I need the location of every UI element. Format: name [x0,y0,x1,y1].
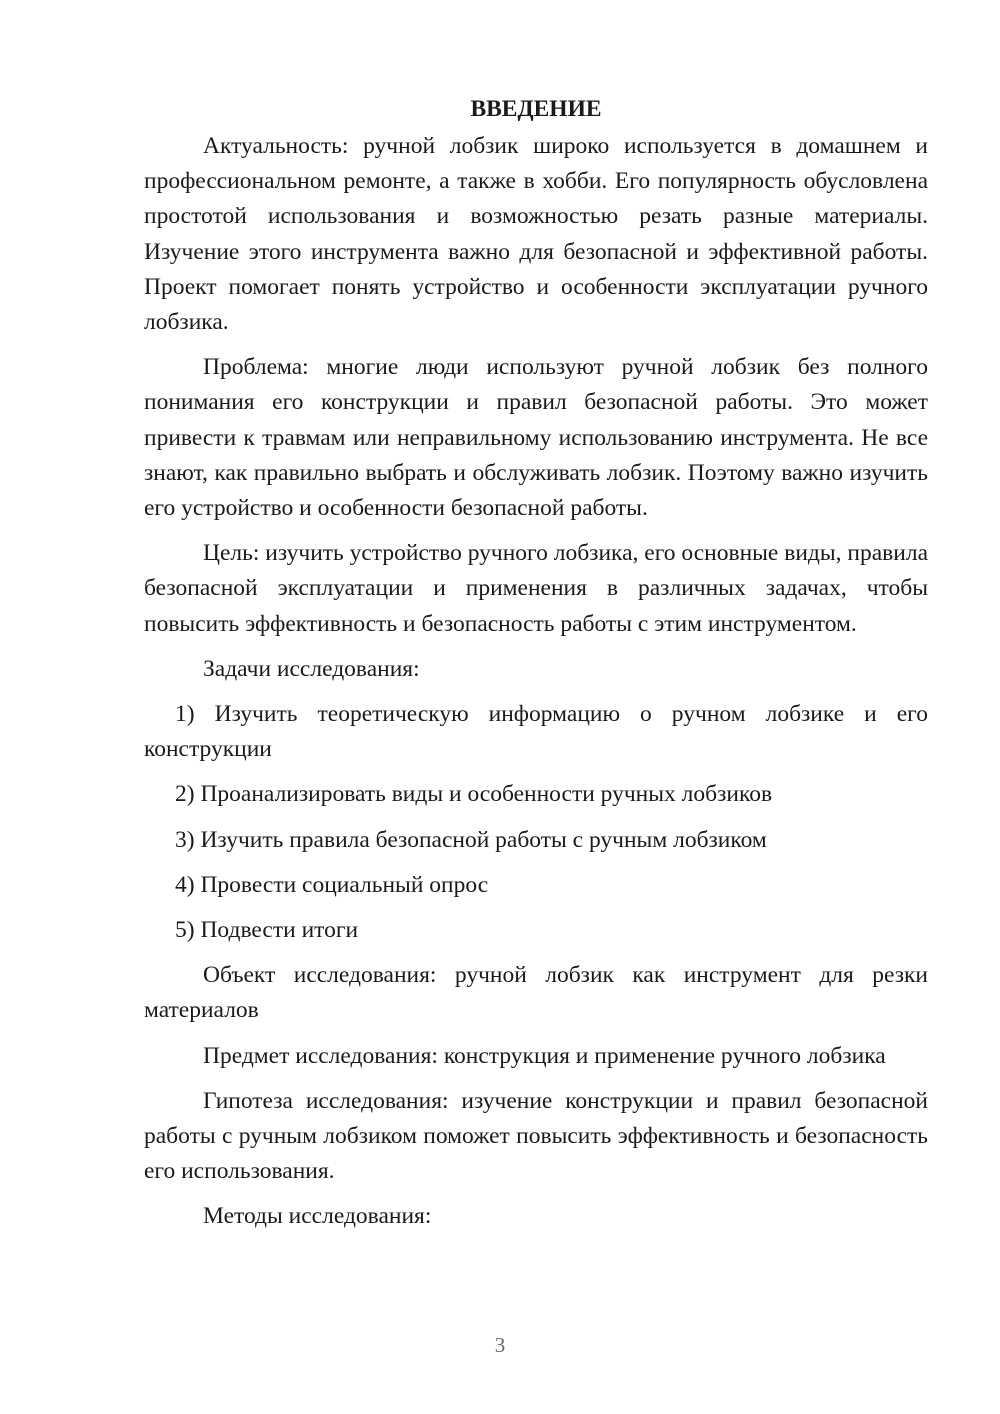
paragraph-tasks-title: Задачи исследования: [203,655,420,682]
page-number: 3 [494,1333,506,1357]
task-item: 1) Изучить теоретическую информацию о ручном лобзике и его конструкции [144,701,928,763]
paragraph-hypothesis: Гипотеза исследования: изучение конструкции и правил безопасной работы с ручным лобзиком поможет повысить эффективность и безопасность его использования. [144,1087,928,1185]
task-item: 2) Проанализировать виды и особенности ручных лобзиков [175,781,773,808]
task-item: 3) Изучить правила безопасной работы с ручным лобзиком [175,826,767,853]
paragraph-goal: Цель: изучить устройство ручного лобзика, его основные виды, правила безопасной эксплуатации и применения в различных задачах, чтобы повысить эффективность и безопасность работы с этим инструментом. [144,540,928,637]
paragraph-subject: Предмет исследования: конструкция и применение ручного лобзика [203,1042,886,1069]
paragraph-problem: Проблема: многие люди используют ручной лобзик без полного понимания его конструкции и правил безопасной работы. Это может привести к травмам или неправильному использованию инструмента. Не все знают, как правильно выбрать и обслуживать лобзик. Поэтому важно изучить его устройство и особенности безопасной работы. [144,354,928,522]
task-item: 5) Подвести итоги [175,917,359,944]
page-body [144,92,928,1245]
task-item: 4) Провести социальный опрос [175,871,489,898]
paragraph-relevance: Актуальность: ручной лобзик широко используется в домашнем и профессиональном ремонте, а также в хобби. Его популярность обусловлена простотой использования и возможностью резать разные материалы. Изучение этого инструмента важно для безопасной и эффективной работы. Проект помогает понять устройство и особенности эксплуатации ручного лобзика. [144,133,928,336]
paragraph-object: Объект исследования: ручной лобзик как инструмент для резки материалов [144,962,928,1024]
section-heading: ВВЕДЕНИЕ [470,96,602,122]
paragraph-methods-title: Методы исследования: [203,1203,432,1230]
tasks-list [144,697,928,948]
